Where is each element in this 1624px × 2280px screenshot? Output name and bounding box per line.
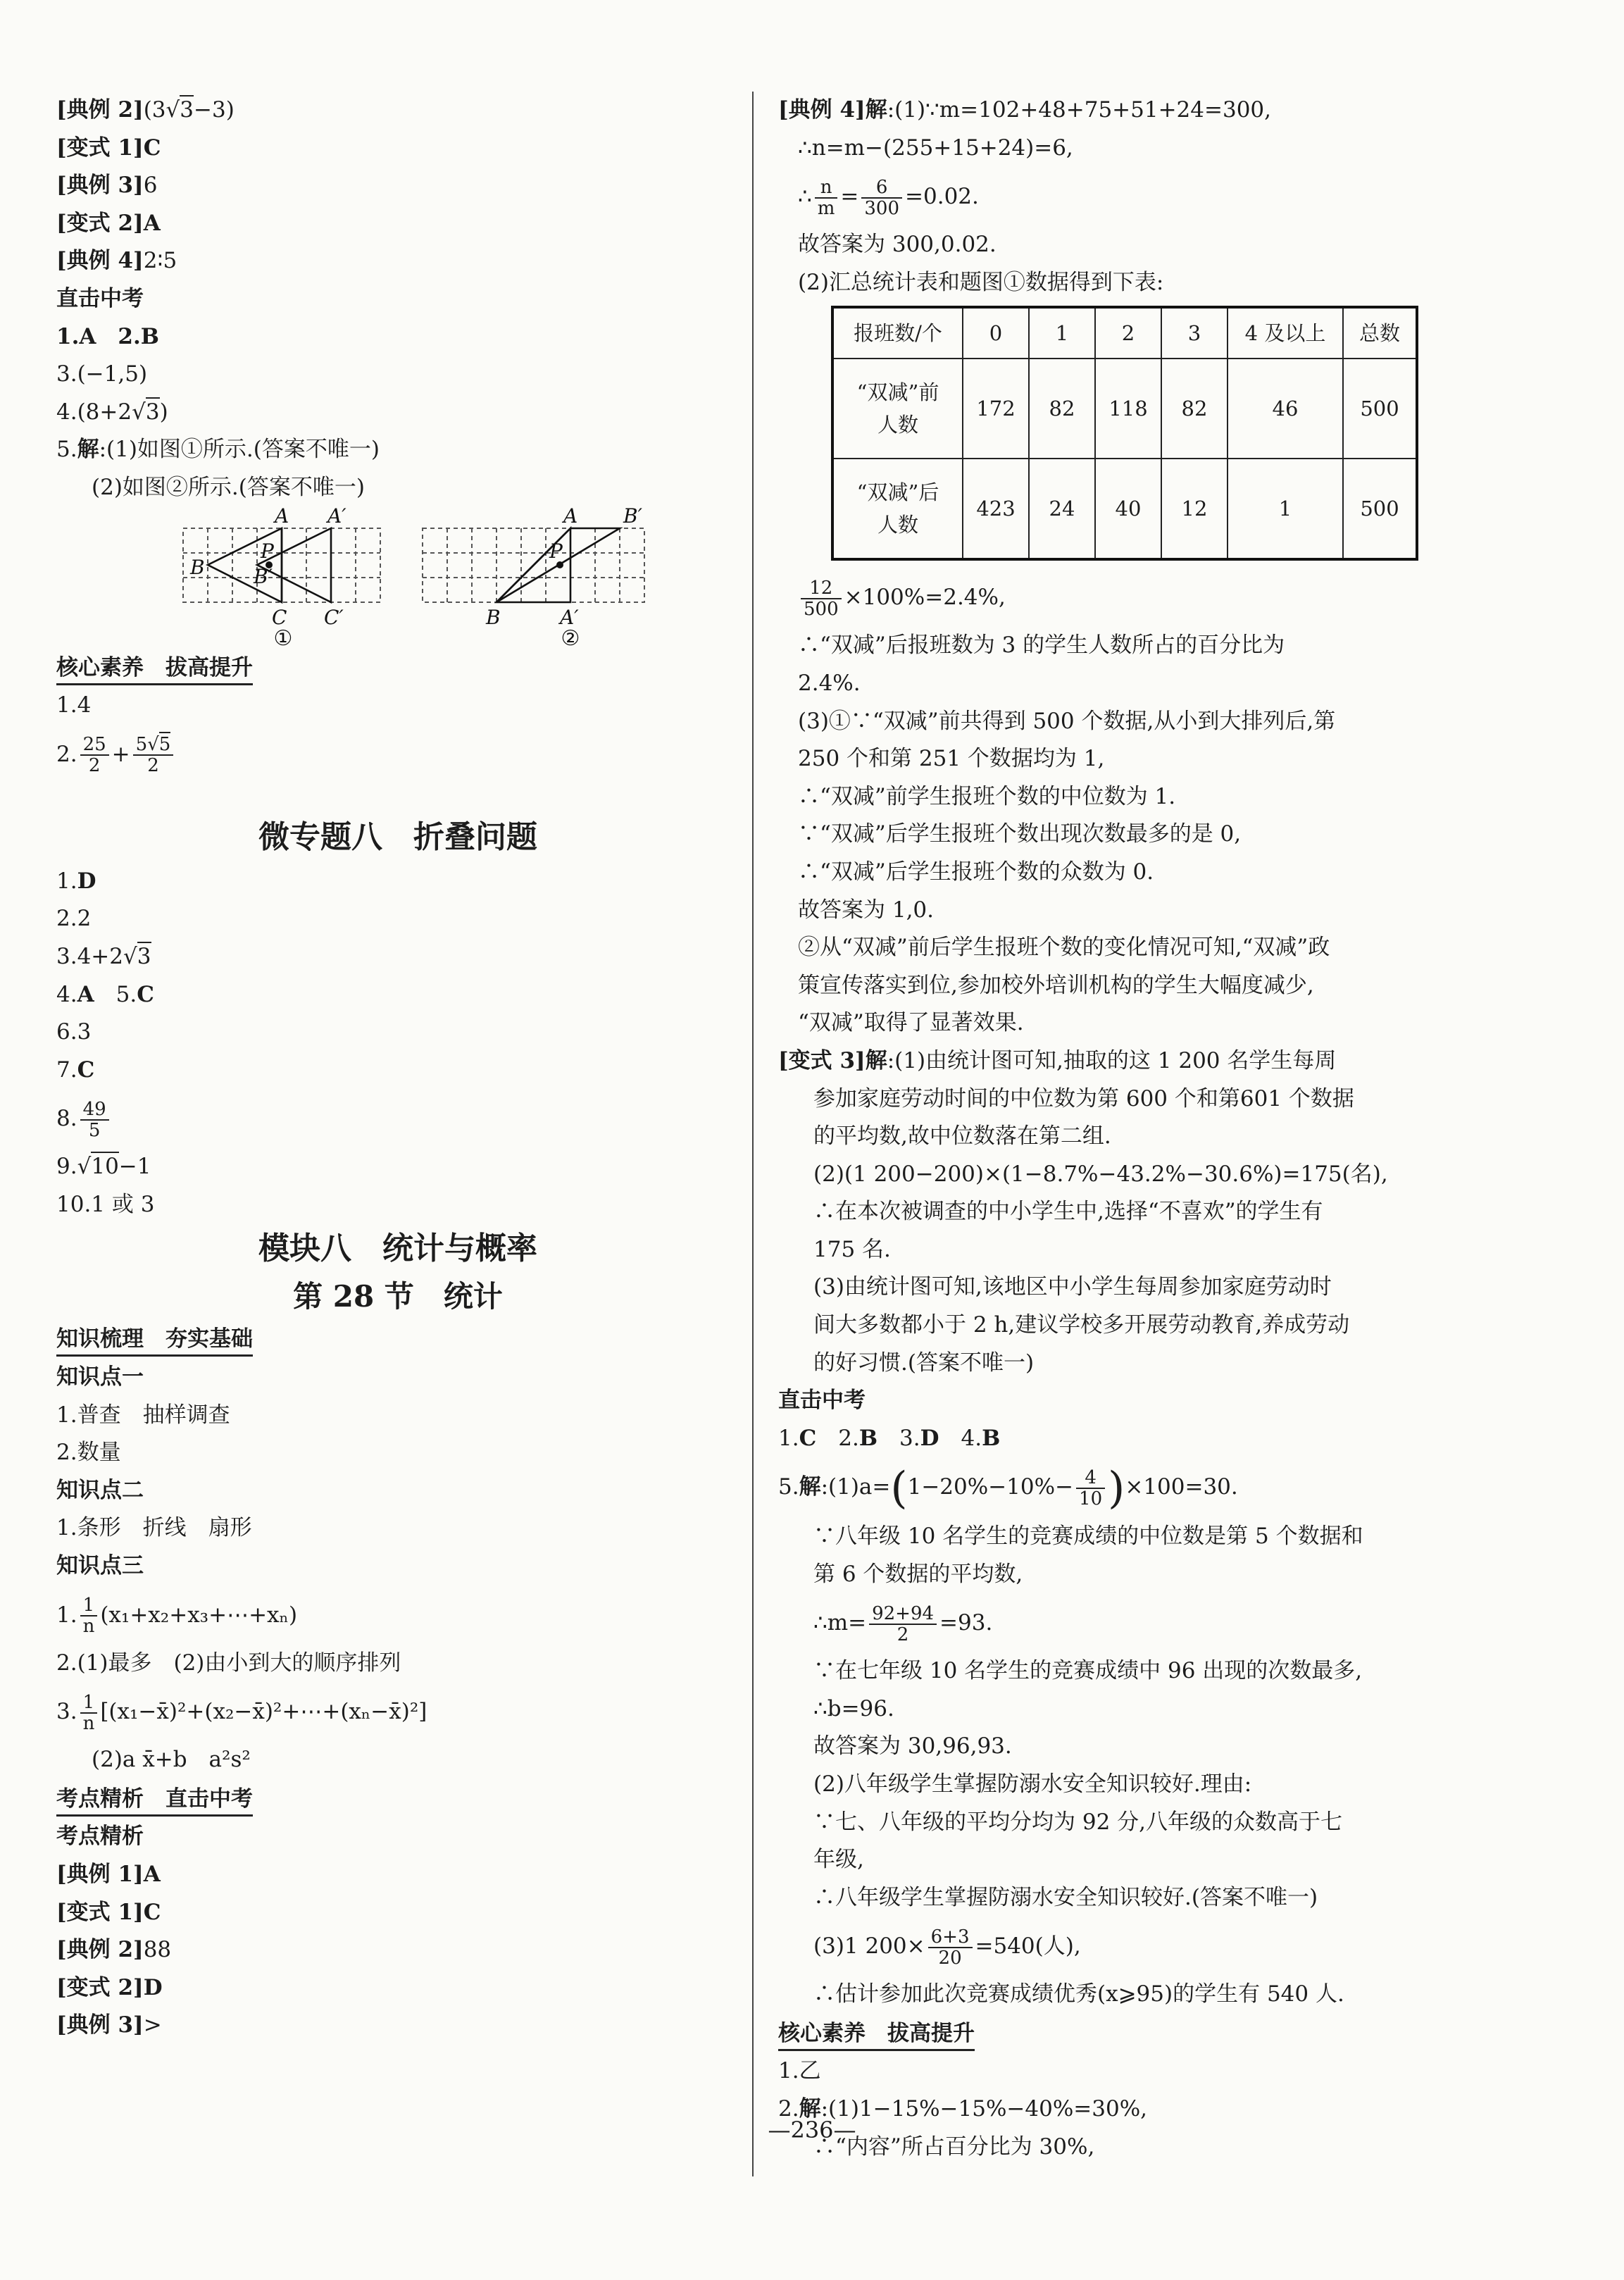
table-header-cell: 1 [1029, 307, 1095, 359]
answer-line: 2.解:(1)1−15%−15%−40%=30%, [778, 2096, 1148, 2122]
answer-line: ∴“双减”后学生报班个数的众数为 0. [798, 859, 1154, 885]
table-cell: 423 [963, 459, 1029, 559]
table-header-cell: 2 [1095, 307, 1161, 359]
table-cell: 118 [1095, 359, 1161, 459]
answer-line: 的平均数,故中位数落在第二组. [813, 1123, 1111, 1150]
answer-line: 5.解:(1)如图①所示.(答案不唯一) [56, 437, 380, 463]
geometry-figures [56, 507, 739, 648]
table-row-label: “双减”后 人数 [832, 459, 963, 559]
answer-line: ∴八年级学生掌握防溺水安全知识较好.(答案不唯一) [813, 1884, 1318, 1910]
table-cell: 172 [963, 359, 1029, 459]
knowledge-point-heading: 知识点二 [56, 1477, 144, 1503]
table-header-cell: 3 [1161, 307, 1228, 359]
answer-line: 参加家庭劳动时间的中位数为第 600 个和第601 个数据 [813, 1085, 1354, 1111]
knowledge-point-heading: 知识点一 [56, 1364, 144, 1390]
table-cell: 40 [1095, 459, 1161, 559]
table-row [832, 359, 1417, 459]
fig2-label-a: A [563, 506, 578, 528]
answer-line: 4.(8+2√3) [56, 394, 739, 432]
zhiji-heading: 直击中考 [56, 285, 144, 311]
answer-line: 2.2 [56, 906, 92, 932]
table-header-cell: 总数 [1343, 307, 1417, 359]
fraction: $\frac{5√5}{2}$ [133, 735, 174, 775]
answer-line: (3)1 200× $\frac{6+3}{20}$ =540(人), [813, 1926, 1081, 1969]
answer-line: 间大多数都小于 2 h,建议学校多开展劳动教育,养成劳动 [813, 1312, 1350, 1338]
fraction: $\frac{92+94}{2}$ [869, 1604, 937, 1645]
fraction: $\frac{1}{n}$ [80, 1693, 98, 1733]
fraction: $\frac{1}{n}$ [80, 1595, 98, 1636]
answer-line: (3)①∵“双减”前共得到 500 个数据,从小到大排列后,第 [798, 708, 1336, 734]
table-cell: 24 [1029, 459, 1095, 559]
fig1-label-b-prime: B′ [254, 564, 273, 588]
column-divider [752, 92, 754, 2176]
answer-line: 8. $\frac{49}{5}$ [56, 1089, 739, 1148]
answer-line: (3)由统计图可知,该地区中小学生每周参加家庭劳动时 [813, 1274, 1332, 1300]
module-title: 模块八 统计与概率 [258, 1231, 537, 1267]
answer-line: 250 个和第 251 个数据均为 1, [798, 746, 1105, 772]
fig2-label-a-prime: A′ [560, 605, 579, 629]
answer-line: 故答案为 300,0.02. [798, 232, 997, 258]
answer-line: [变式 1]C [56, 135, 161, 161]
fraction: $\frac{12}{500}$ [801, 578, 842, 619]
table-cell: 1 [1228, 459, 1343, 559]
answer-line: [典例 2](3√3−3) [56, 92, 739, 130]
fig2-label-b: B [486, 605, 501, 629]
answer-line: [典例 3]6 [56, 173, 158, 199]
table-cell: 82 [1029, 359, 1095, 459]
answer-line: [变式 1]C [56, 1899, 161, 1925]
answer-line: 1. $\frac{1}{n}$ (x₁+x₂+x₃+⋯+xₙ) [56, 1595, 298, 1638]
answer-line: 2.4%. [798, 670, 861, 696]
hexin-heading: 核心素养 拔高提升 [778, 2018, 975, 2051]
answer-line: ∴估计参加此次竞赛成绩优秀(x⩾95)的学生有 540 人. [813, 1981, 1344, 2007]
answer-line: 1.4 [56, 692, 92, 718]
table-cell: 500 [1343, 359, 1417, 459]
answer-line: ∴n=m−(255+15+24)=6, [798, 135, 1073, 161]
answer-line: 9.√10−1 [56, 1148, 739, 1186]
answer-line: 1.普查 抽样调查 [56, 1402, 230, 1428]
answer-line: 10.1 或 3 [56, 1191, 155, 1217]
answer-line: ∴b=96. [813, 1695, 894, 1721]
answer-line: 2.(1)最多 (2)由小到大的顺序排列 [56, 1650, 401, 1676]
table-cell: 82 [1161, 359, 1228, 459]
table-row-label: “双减”前 人数 [832, 359, 963, 459]
fraction: $\frac{n}{m}$ [815, 177, 838, 218]
answer-line: 1.D [56, 868, 96, 894]
answer-line: ∴“双减”前学生报班个数的中位数为 1. [798, 783, 1176, 809]
table-row [832, 459, 1417, 559]
answer-line: [典例 2]88 [56, 1937, 172, 1963]
answer-line: 1.条形 折线 扇形 [56, 1515, 252, 1541]
answer-line: 3.4+2√3 [56, 938, 739, 976]
fig1-label-a-prime: A′ [327, 506, 346, 528]
table-header-row [832, 307, 1417, 359]
answer-line: [变式 2]D [56, 1974, 163, 2000]
answer-line: (2)汇总统计表和题图①数据得到下表: [798, 269, 1164, 295]
answer-line: “双减”取得了显著效果. [798, 1010, 1024, 1036]
answer-line: [典例 4]解:(1)∵m=102+48+75+51+24=300, [778, 97, 1272, 123]
fraction: $\frac{4}{10}$ [1076, 1468, 1105, 1509]
answer-line: [变式 2]A [56, 210, 161, 236]
table-header-cell: 报班数/个 [832, 307, 963, 359]
answer-line: (2)如图②所示.(答案不唯一) [92, 474, 365, 500]
answer-line: 1.乙 [778, 2058, 821, 2084]
answer-line: 2.数量 [56, 1440, 121, 1466]
answer-line: ∴ $\frac{n}{m}$ = $\frac{6}{300}$ =0.02. [798, 176, 979, 219]
zhiji-heading: 直击中考 [778, 1388, 866, 1414]
answer-line: [典例 3]> [56, 2012, 162, 2038]
fig1-label-c: C [272, 605, 287, 629]
left-column [56, 92, 739, 2045]
table-header-cell: 0 [963, 307, 1029, 359]
answer-line: ∴“双减”后报班数为 3 的学生人数所占的百分比为 [798, 633, 1285, 659]
fraction: $\frac{49}{5}$ [80, 1099, 109, 1140]
fig1-caption: ① [273, 625, 293, 648]
answer-line: 175 名. [813, 1236, 891, 1262]
fig1-label-b: B [190, 555, 205, 579]
answer-line: 6.3 [56, 1019, 92, 1045]
fig1-label-c-prime: C′ [324, 605, 344, 629]
answer-line: ∴m= $\frac{92+94}{2}$ =93. [813, 1602, 993, 1645]
answer-line: ∵八年级 10 名学生的竞赛成绩的中位数是第 5 个数据和 [813, 1523, 1363, 1549]
answer-line: [典例 4]2∶5 [56, 248, 177, 274]
table-header-cell: 4 及以上 [1228, 307, 1343, 359]
answer-line: 年级, [813, 1847, 864, 1873]
answer-line: 第 6 个数据的平均数, [813, 1561, 1023, 1587]
zhishi-heading: 知识梳理 夯实基础 [56, 1323, 253, 1357]
answer-line: ∴“内容”所占百分比为 30%, [813, 2133, 1095, 2160]
table-cell: 46 [1228, 359, 1343, 459]
kaodian-subheading: 考点精析 [56, 1824, 144, 1850]
answer-line: 3.(−1,5) [56, 361, 148, 387]
answer-line: ∴在本次被调查的中小学生中,选择“不喜欢”的学生有 [813, 1199, 1323, 1225]
fraction: $\frac{25}{2}$ [80, 735, 109, 775]
answer-line: ∵“双减”后学生报班个数出现次数最多的是 0, [798, 821, 1242, 847]
fig1-label-a: A [275, 506, 289, 528]
stats-table-wrap [778, 306, 1574, 561]
hexin-heading: 核心素养 拔高提升 [56, 652, 253, 685]
answer-line: 7.C [56, 1057, 95, 1083]
fig2-label-b-prime: B′ [623, 506, 642, 528]
answer-line: [典例 1]A [56, 1862, 161, 1887]
answer-line: [变式 3]解:(1)由统计图可知,抽取的这 1 200 名学生每周 [778, 1047, 1337, 1073]
answer-line: (2)八年级学生掌握防溺水安全知识较好.理由: [813, 1771, 1252, 1797]
answer-line: 故答案为 30,96,93. [813, 1733, 1012, 1759]
answer-line: ∵七、八年级的平均分均为 92 分,八年级的众数高于七 [813, 1809, 1343, 1835]
special-topic-title: 微专题八 折叠问题 [258, 818, 537, 855]
answer-line: 2. $\frac{25}{2}$ + $\frac{5√5}{2}$ [56, 725, 739, 784]
fraction: $\frac{6+3}{20}$ [928, 1927, 973, 1968]
answer-line: (2)a x̄+b a²s² [92, 1747, 251, 1773]
answer-line: 策宣传落实到位,参加校外培训机构的学生大幅度减少, [798, 972, 1314, 998]
knowledge-point-heading: 知识点三 [56, 1553, 144, 1579]
answer-line: 故答案为 1,0. [798, 897, 935, 923]
geometry-figures-svg [56, 507, 739, 648]
table-cell: 12 [1161, 459, 1228, 559]
answer-line: 5.解:(1)a=(1−20%−10%− $\frac{4}{10}$ )×100=30. [778, 1462, 1238, 1514]
answer-line: 1.A 2.B [56, 323, 159, 349]
right-column [778, 92, 1574, 2166]
fraction: $\frac{6}{300}$ [861, 177, 902, 218]
kaodian-heading: 考点精析 直击中考 [56, 1783, 253, 1817]
stats-table [831, 306, 1418, 561]
fig2-label-p: P [549, 539, 563, 563]
fig1-label-p: P [261, 539, 274, 563]
answer-line: 4.A 5.C [56, 981, 154, 1007]
answer-line: 3. $\frac{1}{n}$ [(x₁−x̄)²+(x₂−x̄)²+⋯+(xₙ−x̄)²] [56, 1691, 427, 1734]
section-title: 第 28 节 统计 [293, 1279, 503, 1314]
answer-line: ②从“双减”前后学生报班个数的变化情况可知,“双减”政 [798, 935, 1330, 961]
fig2-caption: ② [561, 625, 580, 648]
answer-line: $\frac{12}{500}$ ×100%=2.4%, [778, 568, 1574, 627]
answer-line: 的好习惯.(答案不唯一) [813, 1350, 1035, 1376]
page-number: —236— [768, 2117, 856, 2143]
answer-line: (2)(1 200−200)×(1−8.7%−43.2%−30.6%)=175(名), [813, 1161, 1388, 1187]
answer-line: 1.C 2.B 3.D 4.B [778, 1425, 1001, 1451]
answer-line: ∵在七年级 10 名学生的竞赛成绩中 96 出现的次数最多, [813, 1658, 1363, 1684]
table-cell: 500 [1343, 459, 1417, 559]
